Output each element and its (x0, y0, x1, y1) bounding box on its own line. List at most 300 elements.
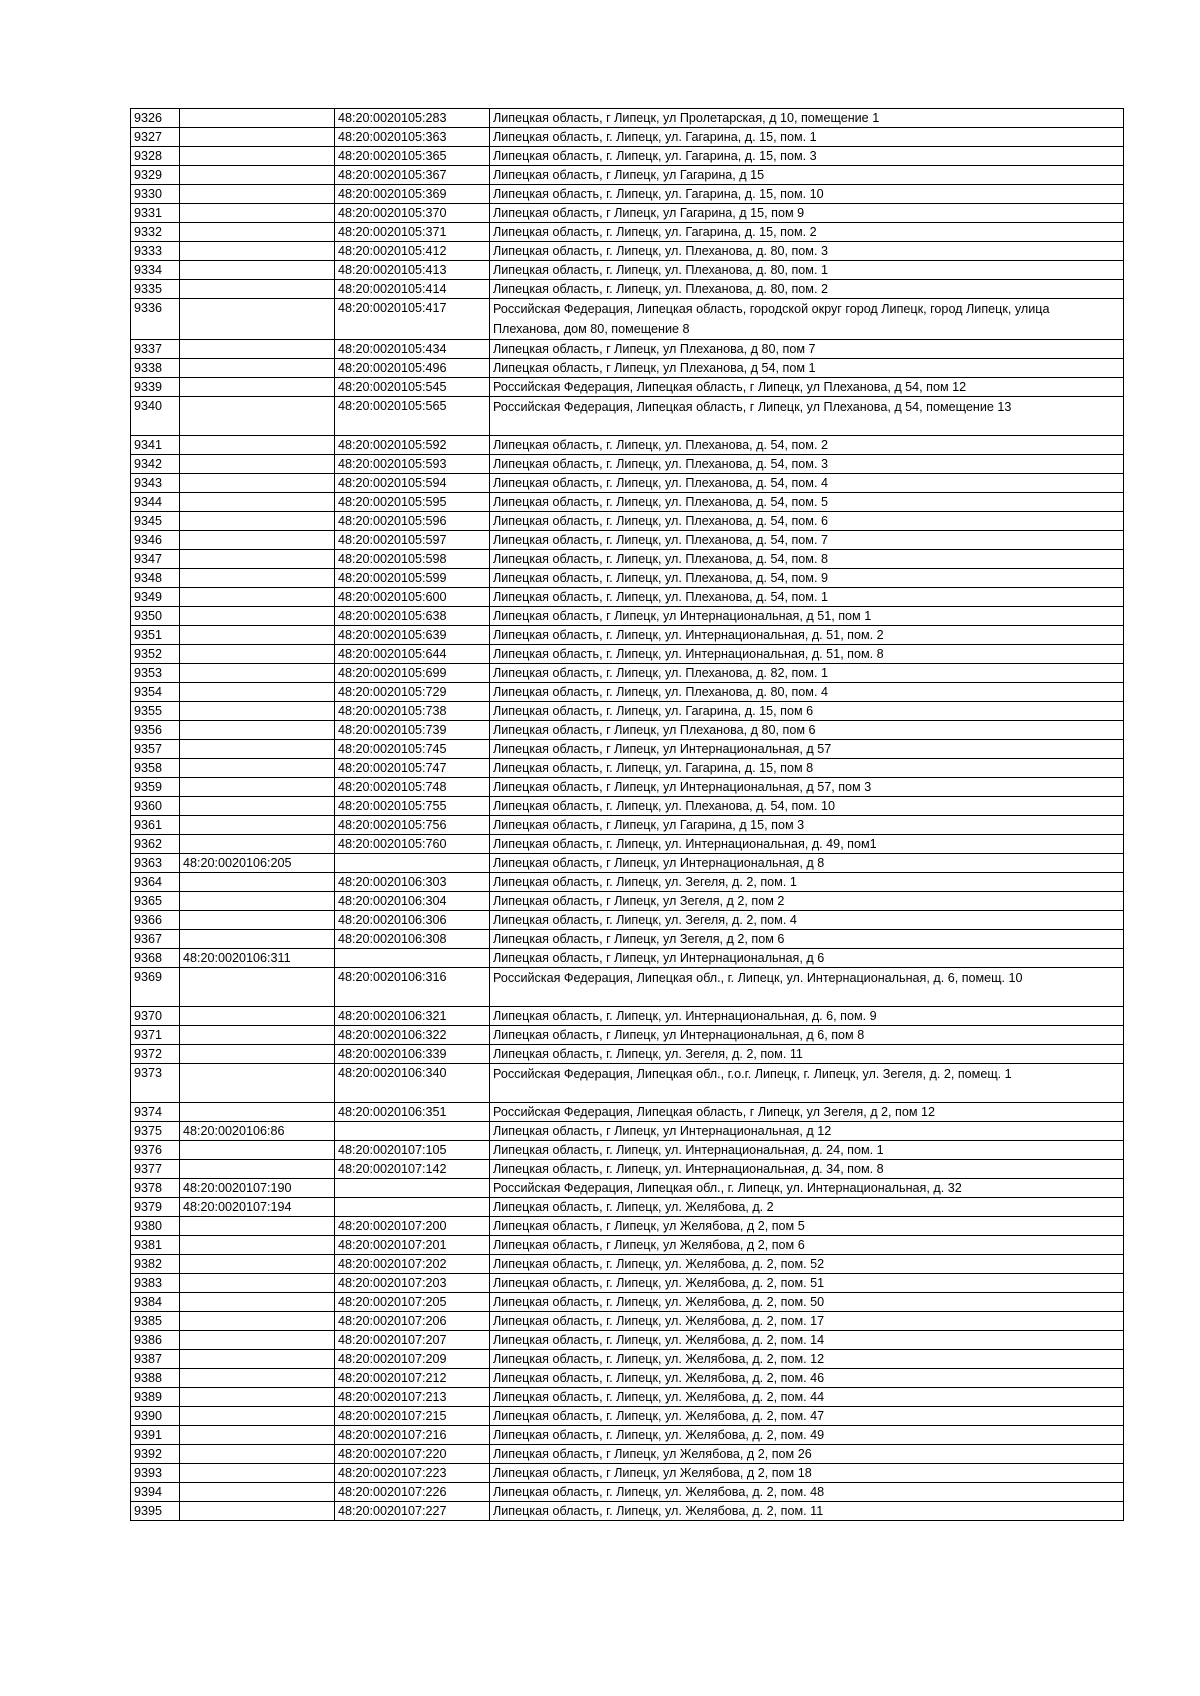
address-cell: Липецкая область, г Липецк, ул Гагарина, д 15, пом 9 (490, 204, 1124, 223)
table-row (131, 550, 1124, 569)
building-cadastral-number-cell (180, 1407, 335, 1426)
row-number-cell: 9342 (131, 455, 180, 474)
building-cadastral-number-cell (180, 626, 335, 645)
building-cadastral-number-cell (180, 1464, 335, 1483)
address-cell: Липецкая область, г. Липецк, ул. Интернациональная, д. 51, пом. 8 (490, 645, 1124, 664)
address-cell: Липецкая область, г. Липецк, ул. Зегеля, д. 2, пом. 11 (490, 1045, 1124, 1064)
table-row (131, 340, 1124, 359)
building-cadastral-number-cell (180, 892, 335, 911)
table-row (131, 280, 1124, 299)
premises-cadastral-number-cell: 48:20:0020105:639 (335, 626, 490, 645)
building-cadastral-number-cell: 48:20:0020106:86 (180, 1122, 335, 1141)
row-number-cell: 9353 (131, 664, 180, 683)
address-cell: Липецкая область, г. Липецк, ул. Плеханова, д. 54, пом. 9 (490, 569, 1124, 588)
row-number-cell: 9329 (131, 166, 180, 185)
row-number-cell: 9365 (131, 892, 180, 911)
building-cadastral-number-cell (180, 166, 335, 185)
row-number-cell: 9335 (131, 280, 180, 299)
premises-cadastral-number-cell: 48:20:0020105:413 (335, 261, 490, 280)
premises-cadastral-number-cell: 48:20:0020106:304 (335, 892, 490, 911)
row-number-cell: 9382 (131, 1255, 180, 1274)
row-number-cell: 9378 (131, 1179, 180, 1198)
row-number-cell: 9368 (131, 949, 180, 968)
address-cell: Липецкая область, г. Липецк, ул. Плеханова, д. 54, пом. 8 (490, 550, 1124, 569)
address-cell: Липецкая область, г. Липецк, ул. Плеханова, д. 54, пом. 7 (490, 531, 1124, 550)
table-row (131, 873, 1124, 892)
building-cadastral-number-cell (180, 569, 335, 588)
building-cadastral-number-cell (180, 873, 335, 892)
row-number-cell: 9369 (131, 968, 180, 1007)
row-number-cell: 9389 (131, 1388, 180, 1407)
table-row (131, 740, 1124, 759)
building-cadastral-number-cell (180, 128, 335, 147)
table-row (131, 626, 1124, 645)
table-row (131, 569, 1124, 588)
row-number-cell: 9327 (131, 128, 180, 147)
address-cell: Липецкая область, г Липецк, ул Плеханова, д 80, пом 7 (490, 340, 1124, 359)
building-cadastral-number-cell (180, 588, 335, 607)
building-cadastral-number-cell (180, 1026, 335, 1045)
row-number-cell: 9355 (131, 702, 180, 721)
table-row (131, 242, 1124, 261)
row-number-cell: 9336 (131, 299, 180, 340)
premises-cadastral-number-cell: 48:20:0020107:200 (335, 1217, 490, 1236)
address-cell: Липецкая область, г. Липецк, ул. Желябова, д. 2, пом. 49 (490, 1426, 1124, 1445)
row-number-cell: 9350 (131, 607, 180, 626)
premises-cadastral-number-cell: 48:20:0020106:306 (335, 911, 490, 930)
address-cell: Липецкая область, г. Липецк, ул. Гагарина, д. 15, пом. 3 (490, 147, 1124, 166)
premises-cadastral-number-cell: 48:20:0020107:105 (335, 1141, 490, 1160)
building-cadastral-number-cell (180, 778, 335, 797)
premises-cadastral-number-cell: 48:20:0020105:414 (335, 280, 490, 299)
row-number-cell: 9339 (131, 378, 180, 397)
premises-cadastral-number-cell: 48:20:0020105:412 (335, 242, 490, 261)
address-cell: Липецкая область, г. Липецк, ул. Желябова, д. 2, пом. 12 (490, 1350, 1124, 1369)
building-cadastral-number-cell (180, 512, 335, 531)
premises-cadastral-number-cell: 48:20:0020105:598 (335, 550, 490, 569)
row-number-cell: 9331 (131, 204, 180, 223)
table-row (131, 1160, 1124, 1179)
building-cadastral-number-cell (180, 797, 335, 816)
table-row (131, 1255, 1124, 1274)
row-number-cell: 9374 (131, 1103, 180, 1122)
premises-cadastral-number-cell (335, 949, 490, 968)
premises-cadastral-number-cell: 48:20:0020107:203 (335, 1274, 490, 1293)
premises-cadastral-number-cell: 48:20:0020106:351 (335, 1103, 490, 1122)
address-cell: Липецкая область, г. Липецк, ул. Желябова, д. 2, пом. 51 (490, 1274, 1124, 1293)
table-row (131, 854, 1124, 873)
table-row (131, 816, 1124, 835)
row-number-cell: 9354 (131, 683, 180, 702)
table-row (131, 588, 1124, 607)
row-number-cell: 9351 (131, 626, 180, 645)
row-number-cell: 9357 (131, 740, 180, 759)
premises-cadastral-number-cell: 48:20:0020105:729 (335, 683, 490, 702)
table-row (131, 778, 1124, 797)
table-row (131, 1312, 1124, 1331)
row-number-cell: 9390 (131, 1407, 180, 1426)
table-row (131, 1236, 1124, 1255)
address-cell: Липецкая область, г Липецк, ул Интернациональная, д 57 (490, 740, 1124, 759)
row-number-cell: 9395 (131, 1502, 180, 1521)
address-cell: Липецкая область, г. Липецк, ул. Желябова, д. 2, пом. 48 (490, 1483, 1124, 1502)
building-cadastral-number-cell (180, 1217, 335, 1236)
building-cadastral-number-cell (180, 299, 335, 340)
premises-cadastral-number-cell: 48:20:0020105:595 (335, 493, 490, 512)
row-number-cell: 9362 (131, 835, 180, 854)
address-cell: Липецкая область, г Липецк, ул Гагарина, д 15, пом 3 (490, 816, 1124, 835)
address-cell: Липецкая область, г. Липецк, ул. Желябова, д. 2, пом. 14 (490, 1331, 1124, 1350)
address-cell: Российская Федерация, Липецкая область, г Липецк, ул Плеханова, д 54, помещение 13 (490, 397, 1124, 436)
address-cell: Липецкая область, г. Липецк, ул. Плеханова, д. 54, пом. 2 (490, 436, 1124, 455)
row-number-cell: 9367 (131, 930, 180, 949)
premises-cadastral-number-cell: 48:20:0020106:340 (335, 1064, 490, 1103)
table-row (131, 1217, 1124, 1236)
row-number-cell: 9372 (131, 1045, 180, 1064)
address-cell: Липецкая область, г. Липецк, ул. Желябова, д. 2, пом. 17 (490, 1312, 1124, 1331)
address-cell: Липецкая область, г Липецк, ул Гагарина, д 15 (490, 166, 1124, 185)
row-number-cell: 9387 (131, 1350, 180, 1369)
building-cadastral-number-cell (180, 664, 335, 683)
row-number-cell: 9348 (131, 569, 180, 588)
premises-cadastral-number-cell: 48:20:0020107:212 (335, 1369, 490, 1388)
address-cell: Липецкая область, г. Липецк, ул. Плеханова, д. 54, пом. 3 (490, 455, 1124, 474)
building-cadastral-number-cell (180, 1369, 335, 1388)
table-row (131, 1007, 1124, 1026)
table-row (131, 378, 1124, 397)
address-cell: Липецкая область, г. Липецк, ул. Плеханова, д. 80, пом. 2 (490, 280, 1124, 299)
table-row (131, 128, 1124, 147)
address-cell: Российская Федерация, Липецкая обл., г. Липецк, ул. Интернациональная, д. 6, помещ. 10 (490, 968, 1124, 1007)
building-cadastral-number-cell (180, 968, 335, 1007)
row-number-cell: 9352 (131, 645, 180, 664)
table-row (131, 455, 1124, 474)
premises-cadastral-number-cell: 48:20:0020105:760 (335, 835, 490, 854)
row-number-cell: 9345 (131, 512, 180, 531)
table-row (131, 607, 1124, 626)
table-row (131, 1179, 1124, 1198)
row-number-cell: 9358 (131, 759, 180, 778)
building-cadastral-number-cell (180, 1331, 335, 1350)
building-cadastral-number-cell (180, 531, 335, 550)
premises-cadastral-number-cell: 48:20:0020106:308 (335, 930, 490, 949)
address-cell: Липецкая область, г. Липецк, ул. Плеханова, д. 54, пом. 5 (490, 493, 1124, 512)
address-cell: Липецкая область, г Липецк, ул Желябова, д 2, пом 6 (490, 1236, 1124, 1255)
address-cell: Липецкая область, г. Липецк, ул. Гагарина, д. 15, пом 6 (490, 702, 1124, 721)
premises-cadastral-number-cell: 48:20:0020107:205 (335, 1293, 490, 1312)
building-cadastral-number-cell (180, 607, 335, 626)
building-cadastral-number-cell (180, 911, 335, 930)
address-cell: Липецкая область, г. Липецк, ул. Зегеля, д. 2, пом. 1 (490, 873, 1124, 892)
address-cell: Липецкая область, г Липецк, ул Желябова, д 2, пом 5 (490, 1217, 1124, 1236)
address-cell: Липецкая область, г. Липецк, ул. Интернациональная, д. 6, пом. 9 (490, 1007, 1124, 1026)
address-cell: Российская Федерация, Липецкая обл., г. Липецк, ул. Интернациональная, д. 32 (490, 1179, 1124, 1198)
building-cadastral-number-cell (180, 1141, 335, 1160)
address-cell: Липецкая область, г. Липецк, ул. Желябова, д. 2, пом. 52 (490, 1255, 1124, 1274)
address-cell: Липецкая область, г Липецк, ул Зегеля, д 2, пом 2 (490, 892, 1124, 911)
building-cadastral-number-cell (180, 1045, 335, 1064)
premises-cadastral-number-cell (335, 1122, 490, 1141)
premises-cadastral-number-cell: 48:20:0020106:339 (335, 1045, 490, 1064)
premises-cadastral-number-cell: 48:20:0020107:142 (335, 1160, 490, 1179)
table-row (131, 474, 1124, 493)
premises-cadastral-number-cell: 48:20:0020107:216 (335, 1426, 490, 1445)
table-row (131, 512, 1124, 531)
table-row (131, 147, 1124, 166)
building-cadastral-number-cell (180, 185, 335, 204)
building-cadastral-number-cell: 48:20:0020106:205 (180, 854, 335, 873)
address-cell: Липецкая область, г Липецк, ул Интернациональная, д 8 (490, 854, 1124, 873)
table-row (131, 531, 1124, 550)
table-row (131, 1464, 1124, 1483)
row-number-cell: 9386 (131, 1331, 180, 1350)
premises-cadastral-number-cell: 48:20:0020107:226 (335, 1483, 490, 1502)
table-row (131, 645, 1124, 664)
row-number-cell: 9380 (131, 1217, 180, 1236)
address-cell: Российская Федерация, Липецкая область, городской округ город Липецк, город Липецк, улица Плеханова, дом 80, помещение 8 (490, 299, 1124, 340)
row-number-cell: 9361 (131, 816, 180, 835)
table-row (131, 1103, 1124, 1122)
row-number-cell: 9347 (131, 550, 180, 569)
building-cadastral-number-cell (180, 109, 335, 128)
building-cadastral-number-cell (180, 1312, 335, 1331)
building-cadastral-number-cell (180, 1274, 335, 1293)
building-cadastral-number-cell (180, 455, 335, 474)
row-number-cell: 9338 (131, 359, 180, 378)
table-row (131, 261, 1124, 280)
address-cell: Липецкая область, г. Липецк, ул. Желябова, д. 2, пом. 44 (490, 1388, 1124, 1407)
address-cell: Российская Федерация, Липецкая область, г Липецк, ул Зегеля, д 2, пом 12 (490, 1103, 1124, 1122)
table-row (131, 1026, 1124, 1045)
row-number-cell: 9346 (131, 531, 180, 550)
premises-cadastral-number-cell: 48:20:0020105:745 (335, 740, 490, 759)
premises-cadastral-number-cell: 48:20:0020105:599 (335, 569, 490, 588)
table-row (131, 1350, 1124, 1369)
row-number-cell: 9359 (131, 778, 180, 797)
premises-cadastral-number-cell: 48:20:0020105:747 (335, 759, 490, 778)
premises-cadastral-number-cell: 48:20:0020107:206 (335, 1312, 490, 1331)
premises-cadastral-number-cell: 48:20:0020105:596 (335, 512, 490, 531)
table-row (131, 1502, 1124, 1521)
premises-cadastral-number-cell: 48:20:0020105:417 (335, 299, 490, 340)
building-cadastral-number-cell (180, 1483, 335, 1502)
row-number-cell: 9385 (131, 1312, 180, 1331)
table-row (131, 166, 1124, 185)
premises-cadastral-number-cell: 48:20:0020107:201 (335, 1236, 490, 1255)
table-row (131, 949, 1124, 968)
table-row (131, 1388, 1124, 1407)
premises-cadastral-number-cell: 48:20:0020105:748 (335, 778, 490, 797)
table-row (131, 702, 1124, 721)
row-number-cell: 9373 (131, 1064, 180, 1103)
address-cell: Липецкая область, г Липецк, ул Интернациональная, д 57, пом 3 (490, 778, 1124, 797)
table-row (131, 892, 1124, 911)
row-number-cell: 9383 (131, 1274, 180, 1293)
table-body (131, 109, 1124, 1521)
premises-cadastral-number-cell: 48:20:0020106:321 (335, 1007, 490, 1026)
premises-cadastral-number-cell: 48:20:0020106:316 (335, 968, 490, 1007)
building-cadastral-number-cell (180, 223, 335, 242)
row-number-cell: 9330 (131, 185, 180, 204)
building-cadastral-number-cell (180, 1502, 335, 1521)
premises-cadastral-number-cell: 48:20:0020105:545 (335, 378, 490, 397)
premises-cadastral-number-cell: 48:20:0020105:365 (335, 147, 490, 166)
building-cadastral-number-cell (180, 1064, 335, 1103)
premises-cadastral-number-cell: 48:20:0020107:209 (335, 1350, 490, 1369)
address-cell: Липецкая область, г. Липецк, ул. Зегеля, д. 2, пом. 4 (490, 911, 1124, 930)
address-cell: Липецкая область, г. Липецк, ул. Интернациональная, д. 24, пом. 1 (490, 1141, 1124, 1160)
premises-cadastral-number-cell: 48:20:0020105:755 (335, 797, 490, 816)
building-cadastral-number-cell: 48:20:0020107:190 (180, 1179, 335, 1198)
table-row (131, 109, 1124, 128)
building-cadastral-number-cell (180, 1236, 335, 1255)
building-cadastral-number-cell (180, 1255, 335, 1274)
address-cell: Липецкая область, г. Липецк, ул. Плеханова, д. 54, пом. 6 (490, 512, 1124, 531)
address-cell: Липецкая область, г. Липецк, ул. Плеханова, д. 54, пом. 4 (490, 474, 1124, 493)
row-number-cell: 9366 (131, 911, 180, 930)
table-row (131, 968, 1124, 1007)
premises-cadastral-number-cell: 48:20:0020105:756 (335, 816, 490, 835)
address-cell: Российская Федерация, Липецкая область, г Липецк, ул Плеханова, д 54, пом 12 (490, 378, 1124, 397)
row-number-cell: 9377 (131, 1160, 180, 1179)
building-cadastral-number-cell (180, 835, 335, 854)
row-number-cell: 9356 (131, 721, 180, 740)
table-row (131, 1369, 1124, 1388)
premises-cadastral-number-cell: 48:20:0020105:699 (335, 664, 490, 683)
table-row (131, 299, 1124, 340)
address-cell: Липецкая область, г. Липецк, ул. Плеханова, д. 54, пом. 10 (490, 797, 1124, 816)
building-cadastral-number-cell (180, 147, 335, 166)
building-cadastral-number-cell (180, 1445, 335, 1464)
premises-cadastral-number-cell: 48:20:0020107:207 (335, 1331, 490, 1350)
row-number-cell: 9370 (131, 1007, 180, 1026)
premises-cadastral-number-cell (335, 1198, 490, 1217)
premises-cadastral-number-cell: 48:20:0020105:283 (335, 109, 490, 128)
address-cell: Липецкая область, г Липецк, ул Интернациональная, д 12 (490, 1122, 1124, 1141)
address-cell: Липецкая область, г. Липецк, ул. Гагарина, д. 15, пом. 2 (490, 223, 1124, 242)
premises-cadastral-number-cell: 48:20:0020107:215 (335, 1407, 490, 1426)
building-cadastral-number-cell: 48:20:0020106:311 (180, 949, 335, 968)
building-cadastral-number-cell (180, 474, 335, 493)
table-row (131, 1274, 1124, 1293)
building-cadastral-number-cell (180, 683, 335, 702)
premises-cadastral-number-cell: 48:20:0020107:223 (335, 1464, 490, 1483)
address-cell: Липецкая область, г Липецк, ул Плеханова, д 80, пом 6 (490, 721, 1124, 740)
table-row (131, 204, 1124, 223)
row-number-cell: 9334 (131, 261, 180, 280)
table-row (131, 1198, 1124, 1217)
premises-cadastral-number-cell: 48:20:0020105:638 (335, 607, 490, 626)
premises-cadastral-number-cell (335, 1179, 490, 1198)
premises-cadastral-number-cell: 48:20:0020105:592 (335, 436, 490, 455)
premises-cadastral-number-cell: 48:20:0020105:738 (335, 702, 490, 721)
row-number-cell: 9341 (131, 436, 180, 455)
premises-cadastral-number-cell: 48:20:0020105:644 (335, 645, 490, 664)
table-row (131, 759, 1124, 778)
address-cell: Липецкая область, г Липецк, ул Интернациональная, д 6, пом 8 (490, 1026, 1124, 1045)
row-number-cell: 9379 (131, 1198, 180, 1217)
address-cell: Липецкая область, г. Липецк, ул. Интернациональная, д. 34, пом. 8 (490, 1160, 1124, 1179)
row-number-cell: 9364 (131, 873, 180, 892)
premises-cadastral-number-cell: 48:20:0020107:202 (335, 1255, 490, 1274)
table-row (131, 1293, 1124, 1312)
building-cadastral-number-cell: 48:20:0020107:194 (180, 1198, 335, 1217)
building-cadastral-number-cell (180, 359, 335, 378)
premises-cadastral-number-cell: 48:20:0020105:363 (335, 128, 490, 147)
table-row (131, 359, 1124, 378)
address-cell: Липецкая область, г Липецк, ул Желябова, д 2, пом 26 (490, 1445, 1124, 1464)
address-cell: Липецкая область, г Липецк, ул Зегеля, д 2, пом 6 (490, 930, 1124, 949)
row-number-cell: 9328 (131, 147, 180, 166)
building-cadastral-number-cell (180, 378, 335, 397)
table-row (131, 721, 1124, 740)
table-row (131, 797, 1124, 816)
premises-cadastral-number-cell: 48:20:0020105:565 (335, 397, 490, 436)
premises-cadastral-number-cell: 48:20:0020107:227 (335, 1502, 490, 1521)
premises-cadastral-number-cell (335, 854, 490, 873)
table-row (131, 1141, 1124, 1160)
building-cadastral-number-cell (180, 645, 335, 664)
premises-cadastral-number-cell: 48:20:0020105:593 (335, 455, 490, 474)
building-cadastral-number-cell (180, 1388, 335, 1407)
row-number-cell: 9349 (131, 588, 180, 607)
table-row (131, 1331, 1124, 1350)
premises-cadastral-number-cell: 48:20:0020105:369 (335, 185, 490, 204)
building-cadastral-number-cell (180, 930, 335, 949)
row-number-cell: 9393 (131, 1464, 180, 1483)
table-row (131, 930, 1124, 949)
row-number-cell: 9392 (131, 1445, 180, 1464)
address-cell: Липецкая область, г. Липецк, ул. Желябова, д. 2, пом. 11 (490, 1502, 1124, 1521)
table-row (131, 397, 1124, 436)
address-cell: Липецкая область, г. Липецк, ул. Гагарина, д. 15, пом. 1 (490, 128, 1124, 147)
table-row (131, 1483, 1124, 1502)
address-cell: Липецкая область, г. Липецк, ул. Плеханова, д. 80, пом. 1 (490, 261, 1124, 280)
address-cell: Липецкая область, г Липецк, ул Пролетарская, д 10, помещение 1 (490, 109, 1124, 128)
building-cadastral-number-cell (180, 340, 335, 359)
building-cadastral-number-cell (180, 550, 335, 569)
building-cadastral-number-cell (180, 397, 335, 436)
address-cell: Липецкая область, г. Липецк, ул. Плеханова, д. 80, пом. 3 (490, 242, 1124, 261)
building-cadastral-number-cell (180, 242, 335, 261)
address-cell: Липецкая область, г Липецк, ул Интернациональная, д 6 (490, 949, 1124, 968)
building-cadastral-number-cell (180, 204, 335, 223)
address-cell: Липецкая область, г. Липецк, ул. Плеханова, д. 80, пом. 4 (490, 683, 1124, 702)
address-cell: Липецкая область, г. Липецк, ул. Гагарина, д. 15, пом. 10 (490, 185, 1124, 204)
table-row (131, 1045, 1124, 1064)
address-cell: Липецкая область, г. Липецк, ул. Плеханова, д. 82, пом. 1 (490, 664, 1124, 683)
row-number-cell: 9360 (131, 797, 180, 816)
building-cadastral-number-cell (180, 493, 335, 512)
row-number-cell: 9371 (131, 1026, 180, 1045)
row-number-cell: 9344 (131, 493, 180, 512)
building-cadastral-number-cell (180, 721, 335, 740)
building-cadastral-number-cell (180, 816, 335, 835)
row-number-cell: 9326 (131, 109, 180, 128)
building-cadastral-number-cell (180, 1293, 335, 1312)
building-cadastral-number-cell (180, 1426, 335, 1445)
premises-cadastral-number-cell: 48:20:0020105:371 (335, 223, 490, 242)
address-cell: Липецкая область, г. Липецк, ул. Гагарина, д. 15, пом 8 (490, 759, 1124, 778)
address-cell: Российская Федерация, Липецкая обл., г.о.г. Липецк, г. Липецк, ул. Зегеля, д. 2, помещ. 1 (490, 1064, 1124, 1103)
row-number-cell: 9381 (131, 1236, 180, 1255)
premises-cadastral-number-cell: 48:20:0020105:370 (335, 204, 490, 223)
premises-cadastral-number-cell: 48:20:0020106:303 (335, 873, 490, 892)
building-cadastral-number-cell (180, 1007, 335, 1026)
address-cell: Липецкая область, г. Липецк, ул. Желябова, д. 2, пом. 50 (490, 1293, 1124, 1312)
table-row (131, 1407, 1124, 1426)
table-row (131, 1445, 1124, 1464)
